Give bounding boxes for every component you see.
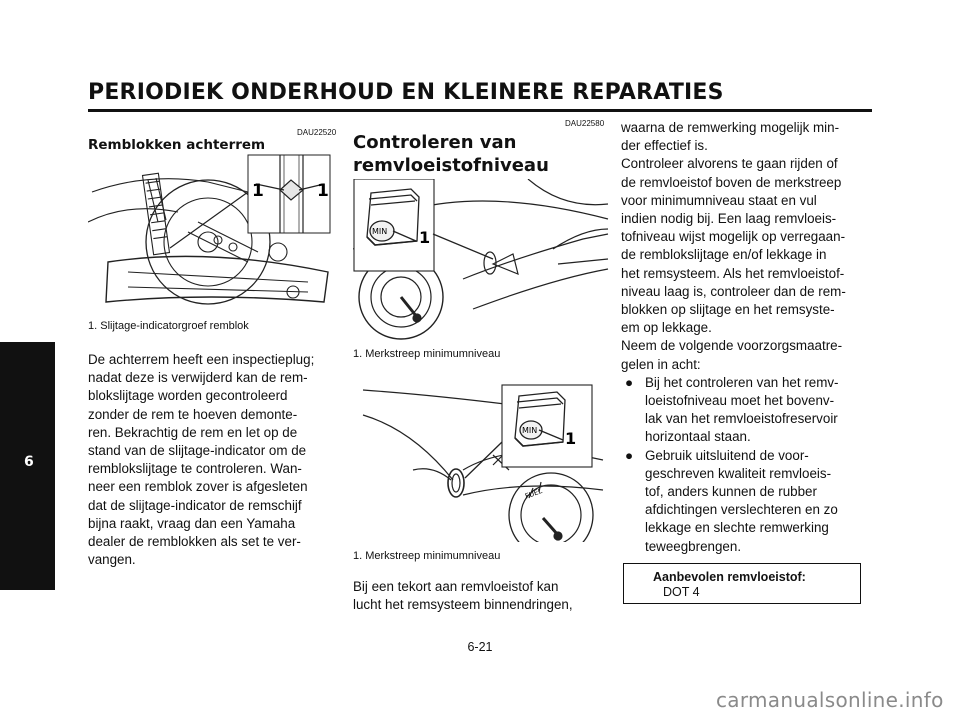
body-line: de remblokslijtage en/of lekkage in	[621, 247, 827, 263]
recommended-fluid-box	[623, 563, 861, 604]
body-line: remblokslijtage te controleren. Wan-	[88, 461, 302, 477]
rear-brake-figure	[88, 152, 342, 312]
bullet-line: horizontaal staan.	[645, 429, 751, 445]
body-line: em op lekkage.	[621, 320, 712, 336]
chapter-tab-number: 6	[24, 454, 34, 470]
body-line: stand van de slijtage-indicator om de	[88, 443, 307, 459]
section-heading-line2: remvloeistofniveau	[353, 155, 549, 176]
bullet-line: loeistofniveau moet het bovenv-	[645, 393, 835, 409]
min-mark-label: MIN	[372, 227, 388, 236]
recommended-fluid-title: Aanbevolen remvloeistof:	[653, 570, 806, 584]
body-line: lucht het remsysteem binnendringen,	[353, 597, 573, 613]
bullet-line: teweegbrengen.	[645, 538, 742, 554]
figure-caption: 1. Slijtage-indicatorgroef remblok	[88, 320, 249, 332]
body-line: blokslijtage worden gecontroleerd	[88, 388, 288, 404]
figure-callout: 1	[565, 429, 577, 448]
body-line: gelen in acht:	[621, 356, 701, 372]
body-line: niveau laag is, controleer dan de rem-	[621, 283, 846, 299]
body-line: Bij een tekort aan remvloeistof kan	[353, 579, 559, 594]
body-line: tofniveau wijst mogelijk op verregaan-	[621, 229, 846, 245]
body-line: waarna de remwerking mogelijk min-	[621, 120, 840, 135]
figure-callout-1a: 1	[252, 181, 264, 201]
fuel-gauge-label: FUEL	[524, 486, 544, 501]
page-header-title: PERIODIEK ONDERHOUD EN KLEINERE REPARATIES	[88, 80, 724, 105]
min-mark-label: MIN	[522, 426, 538, 435]
figure-caption: 1. Merkstreep minimumniveau	[353, 550, 501, 562]
bullet-icon: ●	[625, 374, 634, 390]
section-body-continued	[621, 119, 869, 556]
bullet-icon: ●	[625, 447, 634, 463]
brake-fluid-figure-2	[353, 370, 612, 542]
brake-fluid-figure-1	[353, 179, 612, 343]
body-line: neer een remblok zover is afgesleten	[88, 479, 308, 495]
bullet-line: lak van het remvloeistofreservoir	[645, 411, 838, 427]
body-line: voor minimumniveau staat en vul	[621, 192, 817, 208]
figure-caption: 1. Merkstreep minimumniveau	[353, 348, 501, 360]
bullet-item	[621, 374, 869, 447]
body-line: vangen.	[88, 552, 136, 568]
bullet-line: lekkage en slechte remwerking	[645, 520, 829, 536]
body-line: de remvloeistof boven de merkstreep	[621, 174, 842, 190]
figure-callout: 1	[419, 228, 431, 247]
body-line: nadat deze is verwijderd kan de rem-	[88, 370, 308, 386]
body-line: Controleer alvorens te gaan rijden of	[621, 156, 838, 172]
bullet-line: tof, anders kunnen de rubber	[645, 484, 817, 500]
body-line: blokken op slijtage en het remsyste-	[621, 302, 835, 318]
body-line: bijna raakt, vraag dan een Yamaha	[88, 515, 296, 531]
chapter-tab[interactable]	[0, 342, 55, 590]
page-number: 6-21	[467, 640, 493, 654]
bullet-line: afdichtingen verslechteren en zo	[645, 502, 838, 518]
section-heading: Remblokken achterrem	[88, 137, 266, 153]
body-line: De achterrem heeft een inspectieplug;	[88, 352, 315, 367]
bullet-line: geschreven kwaliteit remvloeis-	[645, 465, 832, 481]
body-line: dat de slijtage-indicator de remschijf	[88, 497, 302, 513]
bullet-line: Bij het controleren van het remv-	[645, 374, 839, 390]
section-body	[88, 351, 342, 569]
section-heading-line1: Controleren van	[353, 132, 517, 153]
watermark[interactable]: carmanualsonline.info	[716, 688, 944, 712]
figure-callout-1b: 1	[317, 181, 329, 201]
body-line: dealer de remblokken als set te ver-	[88, 534, 301, 550]
body-line: der effectief is.	[621, 138, 708, 154]
section-code: DAU22580	[565, 119, 605, 128]
recommended-fluid-value: DOT 4	[663, 585, 700, 599]
bullet-line: Gebruik uitsluitend de voor-	[645, 447, 809, 463]
body-line: ren. Bekrachtig de rem en let op de	[88, 424, 298, 440]
body-line: het remsysteem. Als het remvloeistof-	[621, 265, 845, 281]
bullet-item	[621, 447, 869, 556]
header-rule	[88, 109, 872, 112]
body-line: zonder de rem te hoeven demonte-	[88, 406, 298, 422]
section-code: DAU22520	[297, 128, 337, 137]
body-line: indien nodig bij. Een laag remvloeis-	[621, 211, 837, 227]
body-line: Neem de volgende voorzorgsmaatre-	[621, 338, 843, 354]
section-body	[353, 578, 611, 614]
